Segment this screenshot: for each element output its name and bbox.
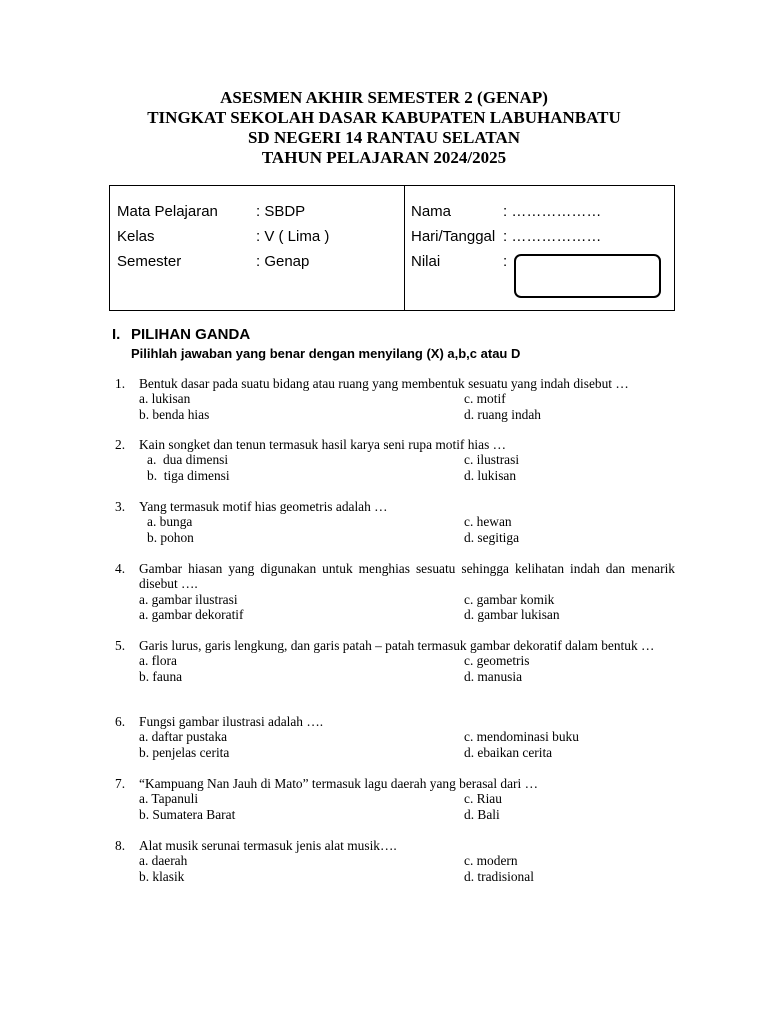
option-a[interactable]: a. daftar pustaka [139,729,228,745]
exam-header [0,88,768,168]
option-d[interactable]: d. Bali [464,806,500,822]
option-a[interactable]: a. dua dimensi [147,452,229,468]
option-c[interactable]: c. ilustrasi [464,452,520,468]
nama-label: Nama [411,203,452,220]
hari-tanggal-field[interactable]: : ……………… [503,228,602,245]
option-c[interactable]: c. mendominasi buku [464,729,579,745]
question-text: Gambar hiasan yang digunakan untuk menghias sesuatu sehingga kelihatan indah dan menarik disebut …. [139,561,675,592]
option-a[interactable]: a. lukisan [139,391,191,407]
section-heading [112,326,250,343]
option-d[interactable]: d. lukisan [464,467,517,483]
option-d[interactable]: d. ruang indah [464,406,541,422]
option-b[interactable]: b. Sumatera Barat [139,806,236,822]
question-item [115,776,675,822]
option-c[interactable]: c. modern [464,853,518,869]
question-item [115,638,675,684]
nilai-colon: : [503,253,508,270]
question-text: Alat musik serunai termasuk jenis alat musik…. [139,838,397,853]
question-number: 2. [115,437,126,452]
option-c[interactable]: c. geometris [464,653,530,669]
academic-year: TAHUN PELAJARAN 2024/2025 [261,148,507,167]
option-a[interactable]: a. Tapanuli [139,791,199,807]
question-text: Bentuk dasar pada suatu bidang atau ruang yang membentuk sesuatu yang indah disebut … [139,376,629,391]
option-b[interactable]: b. pohon [147,529,194,545]
kelas-label: Kelas [117,228,155,245]
option-b[interactable]: a. gambar dekoratif [139,607,244,623]
semester-value: : Genap [256,253,310,270]
option-b[interactable]: b. penjelas cerita [139,744,230,760]
question-number: 7. [115,776,126,791]
question-item [115,499,675,545]
question-text: Fungsi gambar ilustrasi adalah …. [139,714,324,729]
option-a[interactable]: a. gambar ilustrasi [139,591,238,607]
mapel-label: Mata Pelajaran [117,203,218,220]
option-b[interactable]: b. tiga dimensi [147,467,230,483]
option-d[interactable]: d. segitiga [464,529,520,545]
question-text: Garis lurus, garis lengkung, dan garis patah – patah termasuk gambar dekoratif dalam bentuk … [139,638,655,653]
option-b[interactable]: b. fauna [139,668,183,684]
option-a[interactable]: a. flora [139,653,177,669]
option-d[interactable]: d. gambar lukisan [464,607,560,623]
exam-title: ASESMEN AKHIR SEMESTER 2 (GENAP) [220,88,548,107]
option-d[interactable]: d. manusia [464,668,523,684]
exam-level: TINGKAT SEKOLAH DASAR KABUPATEN LABUHANBATU [147,108,621,127]
option-c[interactable]: c. motif [464,391,506,407]
section-instruction: Pilihlah jawaban yang benar dengan menyilang (X) a,b,c atau D [131,346,521,361]
question-number: 8. [115,838,126,853]
section-number: I. [112,326,121,343]
option-d[interactable]: d. ebaikan cerita [464,744,553,760]
option-c[interactable]: c. Riau [464,791,502,807]
question-item [115,838,675,884]
school-name: SD NEGERI 14 RANTAU SELATAN [247,128,521,147]
question-item [115,376,675,422]
section-title: PILIHAN GANDA [131,326,251,343]
option-a[interactable]: a. daerah [139,853,188,869]
hari-tanggal-label: Hari/Tanggal [411,228,496,245]
option-d[interactable]: d. tradisional [464,868,534,884]
identity-divider [404,186,405,310]
question-item [115,714,675,760]
option-a[interactable]: a. bunga [147,514,193,530]
question-text: “Kampuang Nan Jauh di Mato” termasuk lagu daerah yang berasal dari … [139,776,538,791]
option-c[interactable]: c. hewan [464,514,512,530]
question-text: Kain songket dan tenun termasuk hasil karya seni rupa motif hias … [139,437,507,452]
mapel-value: : SBDP [256,203,306,220]
question-item [115,561,675,623]
nilai-score-box[interactable] [514,254,661,298]
question-number: 1. [115,376,126,391]
nilai-label: Nilai [411,253,441,270]
option-b[interactable]: b. klasik [139,868,185,884]
question-item [115,437,675,483]
option-b[interactable]: b. benda hias [139,406,210,422]
question-number: 3. [115,499,126,514]
semester-label: Semester [117,253,182,270]
identity-box [109,185,675,311]
kelas-value: : V ( Lima ) [256,228,330,245]
option-c[interactable]: c. gambar komik [464,591,555,607]
question-number: 6. [115,714,126,729]
question-number: 4. [115,561,126,576]
nama-field[interactable]: : ……………… [503,203,602,220]
question-number: 5. [115,638,126,653]
question-text: Yang termasuk motif hias geometris adalah … [139,499,388,514]
